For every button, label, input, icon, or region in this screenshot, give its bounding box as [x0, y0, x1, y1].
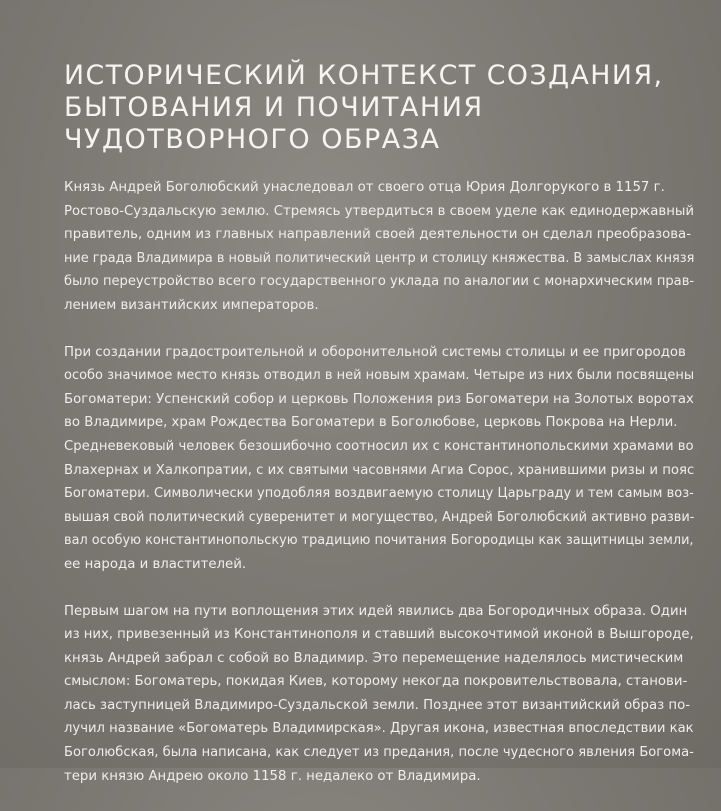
text-line: Князь Андрей Боголюбский унаследовал от своего отца Юрия Долгорукого в 1157 г. — [64, 180, 665, 195]
text-line: ее народа и властителей. — [64, 556, 247, 572]
paragraph-1 — [64, 176, 694, 318]
text-line: При создании градостроительной и оборонительной системы столицы и ее пригородов — [64, 344, 686, 360]
title-line-3: ЧУДОТВОРНОГО ОБРАЗА — [64, 124, 441, 155]
text-line: вал особую константинопольскую традицию почитания Богородицы как защитницы земли, — [64, 533, 694, 549]
title-line-2: БЫТОВАНИЯ И ПОЧИТАНИЯ — [64, 92, 484, 123]
panel-body — [64, 176, 694, 811]
text-line: лась заступницей Владимиро-Суздальской земли. Позднее этот византийский образ по- — [64, 697, 691, 713]
text-line: лением византийских императоров. — [64, 297, 319, 313]
text-line: было переустройство всего государственного уклада по аналогии с монархическим прав- — [64, 274, 695, 290]
text-line: вышая свой политический суверенитет и могущество, Андрей Боголюбский активно разви- — [64, 509, 695, 525]
text-line: Первым шагом на пути воплощения этих идей явились два Богородичных образа. Один — [64, 603, 688, 619]
text-line: во Владимире, храм Рождества Богоматери в Боголюбове, церковь Покрова на Нерли. — [64, 415, 678, 431]
text-line: тери князю Андрею около 1158 г. недалеко от Владимира. — [64, 768, 481, 784]
text-line: правитель, одним из главных направлений своей деятельности он сделал преобразова- — [64, 227, 691, 243]
text-line: смыслом: Богоматерь, покидая Киев, которому некогда покровительствовала, станови- — [64, 674, 688, 690]
text-line: из них, привезенный из Константинополя и ставший высокочтимой иконой в Вышгороде, — [64, 627, 694, 643]
title-line-1: ИСТОРИЧЕСКИЙ КОНТЕКСТ СОЗДАНИЯ, — [64, 60, 664, 91]
text-line: Ростово-Суздальскую землю. Стремясь утвердиться в своем уделе как единодержавный — [64, 203, 694, 219]
text-line: Богоматери: Успенский собор и церковь Положения риз Богоматери на Золотых воротах — [64, 391, 694, 407]
paragraph-2 — [64, 341, 694, 577]
paragraph-3 — [64, 600, 694, 789]
text-line: лучил название «Богоматерь Владимирская». Другая икона, известная впоследствии как — [64, 721, 694, 737]
text-line: Боголюбская, была написана, как следует из предания, после чудесного явления Богома- — [64, 745, 694, 761]
text-line: Влахернах и Халкопратии, с их святыми часовнями Агиа Сорос, хранившими ризы и пояс — [64, 462, 695, 478]
panel-title — [64, 60, 664, 156]
text-line: Богоматери. Символически уподобляя воздвигаемую столицу Царьграду и тем самым воз- — [64, 486, 694, 502]
text-line: ние града Владимира в новый политический центр и столицу княжества. В замыслах князя — [64, 250, 695, 266]
text-line: Средневековый человек безошибочно соотносил их с константинопольскими храмами во — [64, 438, 694, 454]
text-line: князь Андрей забрал с собой во Владимир. Это перемещение наделялось мистическим — [64, 650, 684, 666]
text-line: особо значимое место князь отводил в ней новым храмам. Четыре из них были посвящены — [64, 368, 695, 384]
